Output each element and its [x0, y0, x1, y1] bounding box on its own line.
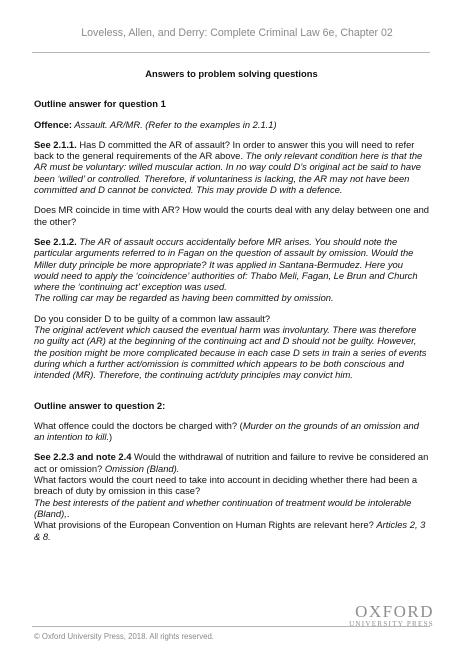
spacer [34, 390, 429, 400]
logo-line-2: UNIVERSITY PRESS [349, 620, 434, 628]
q1-paragraph-4: Do you consider D to be guilty of a common law assault? The original act/event which caused the eventual harm was involuntary. There was therefore no guilty act (AR) at the beginning of the continuing act and D should not be guilty. However, the position might be more complicated because in each case D sets in train a series of events during which a further act/omission is committed which appears to be both conscious and intended (MR). Therefore, the continuing act/duty principles may convict him. [34, 312, 427, 381]
document-body [34, 68, 429, 551]
section-ref: See 2.1.2. [34, 235, 77, 247]
question-2-heading: Outline answer to question 2: [34, 399, 166, 411]
running-header: Loveless, Allen, and Derry: Complete Criminal Law 6e, Chapter 02 [81, 27, 393, 39]
section-ref: See 2.2.3 and note 2.4 [34, 451, 132, 463]
footer-rule [32, 626, 430, 627]
q2-paragraph-2: See 2.2.3 and note 2.4 Would the withdrawal of nutrition and failure to revive be considered an act or omission? Omission (Bland). What factors would the court need to take into account in deciding whether there had been a breach of duty by omission in this case? The best interests of the patient and whether continuation of treatment would be intolerable (Bland),. What provisions of the European Convention on Human Rights are relevant here? Articles 2, 3 & 8. [34, 451, 429, 542]
question-1-heading: Outline answer for question 1 [34, 98, 166, 110]
q2-paragraph-1: What offence could the doctors be charged with? (Murder on the grounds of an omission and an intention to kill.) [34, 419, 419, 443]
offence-text: Assault. AR/MR. (Refer to the examples in 2.1.1) [72, 118, 277, 130]
header-rule [32, 52, 430, 53]
document-title: Answers to problem solving questions [145, 68, 318, 79]
q1-paragraph-2: Does MR coincide in time with AR? How would the courts deal with any delay between one and the other? [34, 204, 430, 227]
q1-paragraph-1: See 2.1.1. Has D committed the AR of assault? In order to answer this you will need to refer back to the general requirements of the AR above. The only relevant condition here is that the AR must be voluntary: willed muscular action. In no way could D’s original act be said to have been ‘willed’ or controlled. Therefore, if voluntariness is lacking, the AR may not have been committed and D cannot be convicted. This may provide D with a defence. [34, 138, 423, 196]
section-ref: See 2.1.1. [34, 138, 77, 150]
copyright-footer: © Oxford University Press, 2018. All rights reserved. [34, 632, 214, 641]
offence-line [34, 119, 429, 130]
offence-label: Offence: [34, 118, 73, 130]
q1-paragraph-3: See 2.1.2. The AR of assault occurs accidentally before MR arises. You should note the particular arguments referred to in Fagan on the question of assault by omission. Would the Miller duty principle be more appropriate? It was applied in Santana-Bermudez. Here you would need to apply the ‘coincidence’ authorities of: Thabo Meli, Fagan, Le Brun and Church where the ‘continuing act’ exception was used. The rolling car may be regarded as having been committed by omission. [34, 235, 418, 304]
logo-line-1: OXFORD [355, 602, 434, 621]
